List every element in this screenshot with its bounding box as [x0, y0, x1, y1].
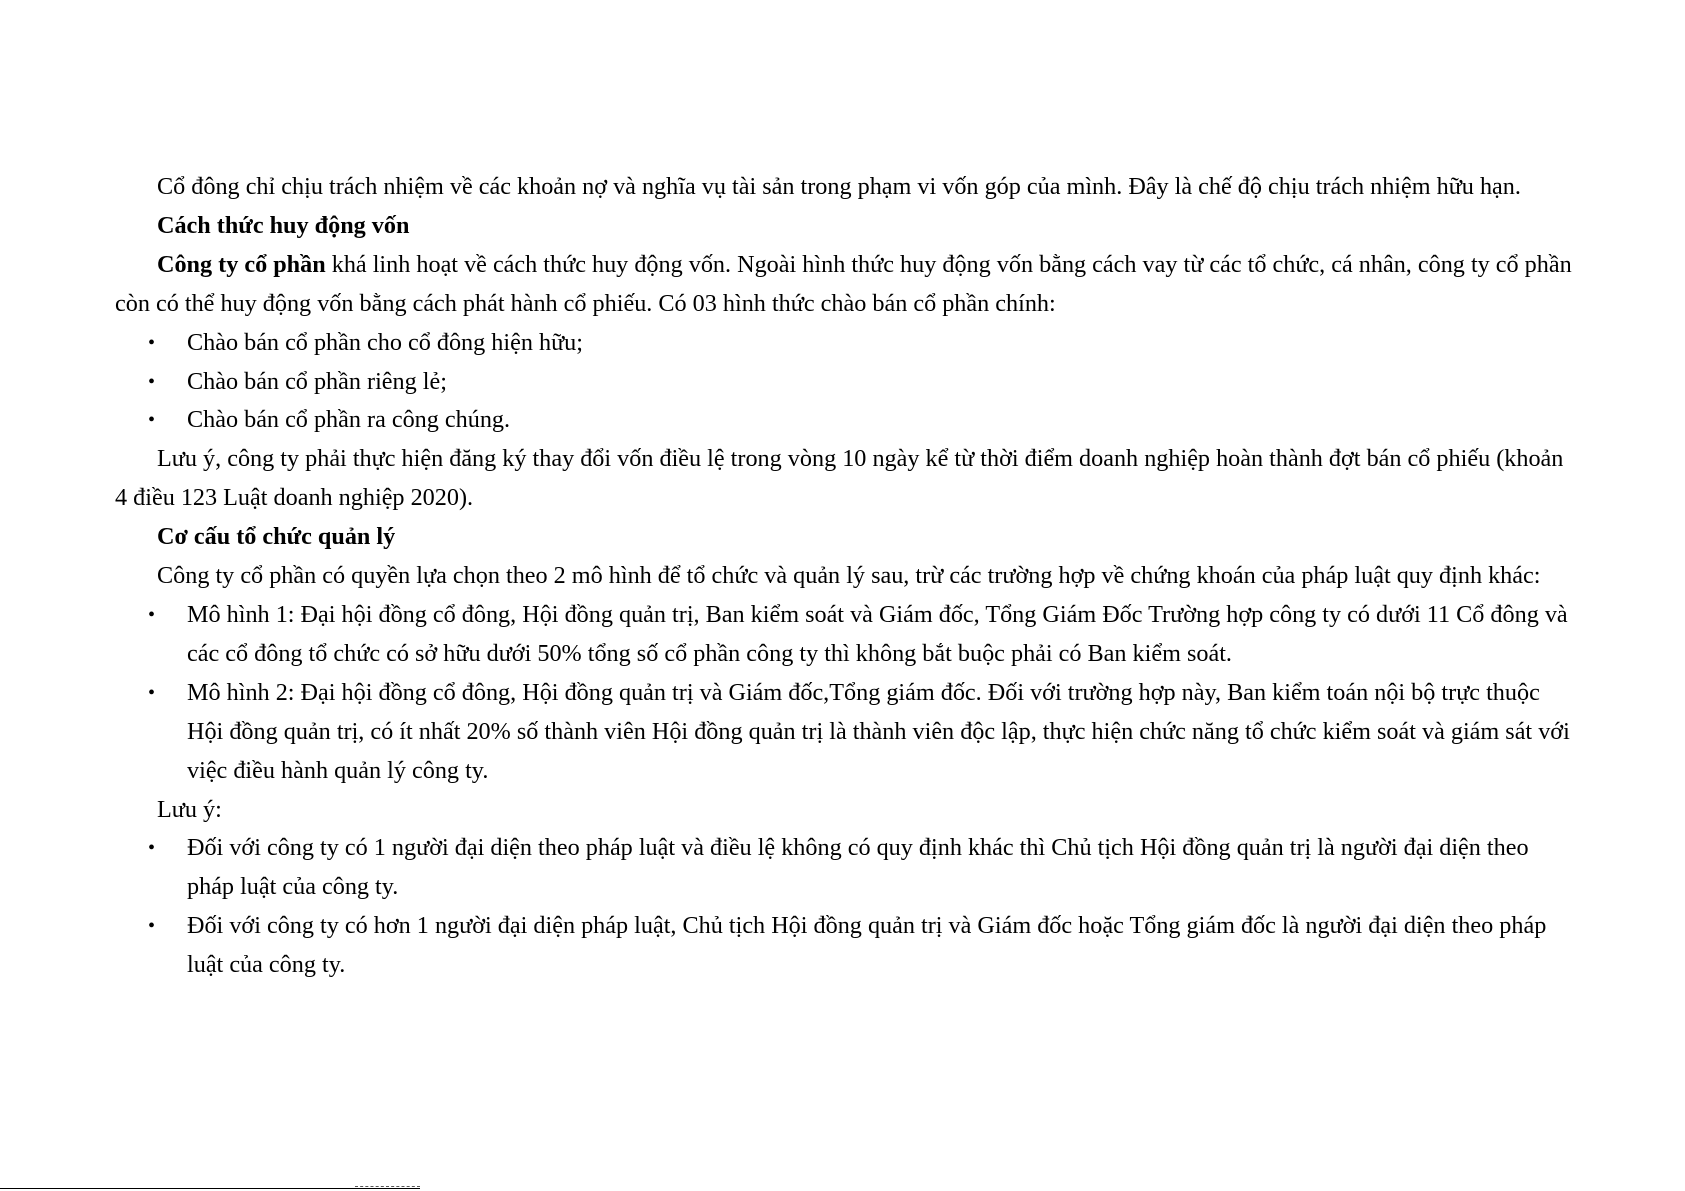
bold-term-joint-stock-company: Công ty cổ phần — [157, 250, 326, 278]
list-item-text: Đối với công ty có hơn 1 người đại diện pháp luật, Chủ tịch Hội đồng quản trị và Giám đốc hoặc Tổng giám đốc là người đại diện theo pháp luật của công ty. — [187, 912, 1547, 979]
list-item — [115, 324, 1575, 363]
paragraph-charter-capital-note: Lưu ý, công ty phải thực hiện đăng ký thay đổi vốn điều lệ trong vòng 10 ngày kể từ thời điểm doanh nghiệp hoàn thành đợt bán cổ phiếu (khoản 4 điều 123 Luật doanh nghiệp 2020). — [115, 445, 1564, 512]
note-label: Lưu ý: — [157, 795, 222, 823]
bullet-icon: • — [148, 370, 156, 393]
bullet-icon: • — [148, 681, 156, 704]
footnote-separator-line — [0, 1188, 420, 1189]
list-item-text: Chào bán cổ phần riêng lẻ; — [187, 367, 447, 395]
list-item — [115, 674, 1575, 791]
document-body — [115, 168, 1575, 985]
management-model-list — [115, 596, 1575, 791]
list-item-text: Mô hình 1: Đại hội đồng cổ đông, Hội đồng quản trị, Ban kiểm soát và Giám đốc, Tổng Giám Đốc Trường hợp công ty có dưới 11 Cổ đông và các cổ đông tổ chức có sở hữu dưới 50% tổng số cổ phần công ty thì không bắt buộc phải có Ban kiểm soát. — [187, 600, 1568, 667]
list-item — [115, 596, 1575, 674]
bullet-icon: • — [148, 409, 156, 432]
list-item — [115, 401, 1575, 440]
list-item — [115, 907, 1575, 985]
list-item-text: Mô hình 2: Đại hội đồng cổ đông, Hội đồng quản trị và Giám đốc,Tổng giám đốc. Đối với trường hợp này, Ban kiểm toán nội bộ trực thuộc Hội đồng quản trị, có ít nhất 20% số thành viên Hội đồng quản trị là thành viên độc lập, thực hiện chức năng tổ chức kiểm soát và giám sát với việc điều hành quản lý công ty. — [187, 678, 1570, 784]
bullet-icon: • — [148, 915, 156, 938]
list-item-text: Chào bán cổ phần cho cổ đông hiện hữu; — [187, 328, 583, 356]
footnote-separator-tail — [355, 1186, 420, 1188]
bullet-icon: • — [148, 837, 156, 860]
share-offering-list — [115, 324, 1575, 441]
list-item — [115, 363, 1575, 402]
list-item — [115, 829, 1575, 907]
bullet-icon: • — [148, 603, 156, 626]
paragraph-capital-raising-text: khá linh hoạt về cách thức huy động vốn. Ngoài hình thức huy động vốn bằng cách vay từ các tổ chức, cá nhân, công ty cổ phần còn có thể huy động vốn bằng cách phát hành cổ phiếu. Có 03 hình thức chào bán cổ phần chính: — [115, 250, 1572, 317]
paragraph-capital-raising — [115, 246, 1575, 324]
bullet-icon: • — [148, 331, 156, 354]
heading-management-structure: Cơ cấu tổ chức quản lý — [157, 523, 396, 551]
legal-representative-list — [115, 829, 1575, 985]
paragraph-shareholder-liability: Cổ đông chỉ chịu trách nhiệm về các khoản nợ và nghĩa vụ tài sản trong phạm vi vốn góp của mình. Đây là chế độ chịu trách nhiệm hữu hạn. — [157, 173, 1521, 200]
list-item-text: Chào bán cổ phần ra công chúng. — [187, 406, 511, 434]
paragraph-management-models: Công ty cổ phần có quyền lựa chọn theo 2 mô hình để tổ chức và quản lý sau, trừ các trường hợp về chứng khoán của pháp luật quy định khác: — [157, 562, 1541, 590]
heading-capital-raising: Cách thức huy động vốn — [157, 211, 410, 239]
list-item-text: Đối với công ty có 1 người đại diện theo pháp luật và điều lệ không có quy định khác thì Chủ tịch Hội đồng quản trị là người đại diện theo pháp luật của công ty. — [187, 834, 1529, 901]
